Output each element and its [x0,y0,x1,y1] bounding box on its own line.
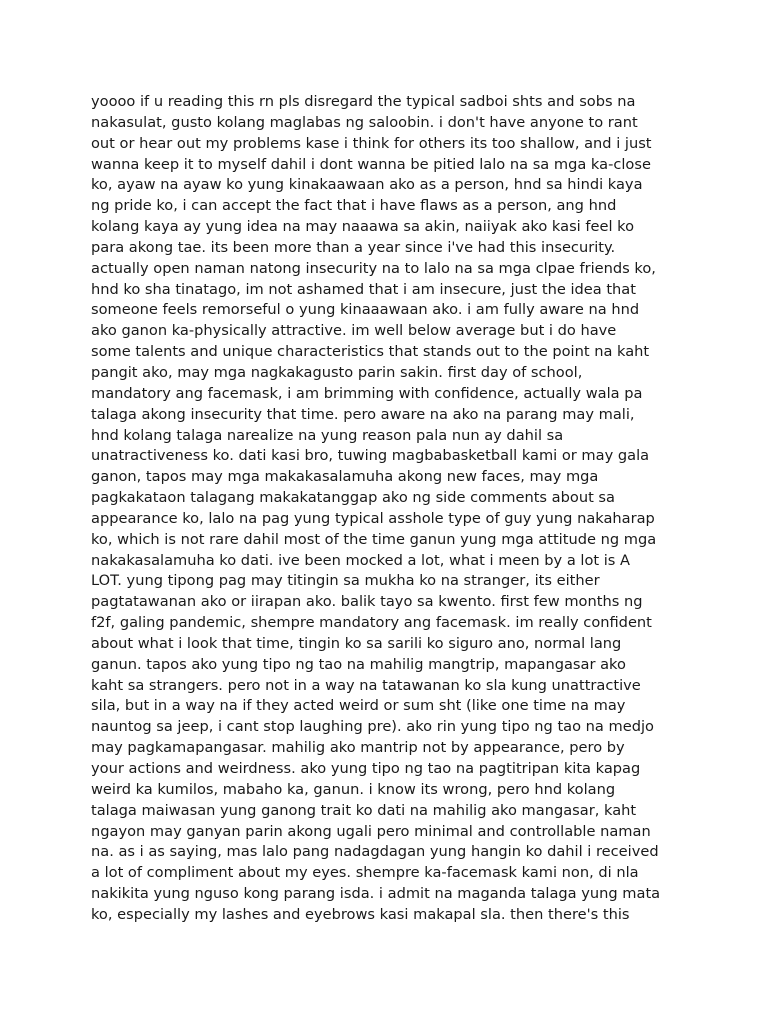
text-line: weird ka kumilos, mabaho ka, ganun. i know its wrong, pero hnd kolang [91,780,616,798]
text-line: nakakasalamuha ko dati. ive been mocked a lot, what i meen by a lot is A [91,551,631,569]
text-line: sila, but in a way na if they acted weird or sum sht (like one time na may [91,697,626,715]
text-line: ganun. tapos ako yung tipo ng tao na mahilig mangtrip, mapangasar ako [91,655,626,673]
text-line: someone feels remorseful o yung kinaaawaan ako. i am fully aware na hnd [91,301,640,319]
text-line: actually open naman natong insecurity na to lalo na sa mga clpae friends ko, [91,259,656,277]
text-line: about what i look that time, tingin ko sa sarili ko siguro ano, normal lang [91,634,622,652]
text-line: out or hear out my problems kase i think for others its too shallow, and i just [91,134,652,152]
text-line: nakikita yung nguso kong parang isda. i admit na maganda talaga yung mata [91,885,661,903]
text-line: wanna keep it to myself dahil i dont wanna be pitied lalo na sa mga ka-close [91,155,651,173]
text-line: pagtatawanan ako or iirapan ako. balik tayo sa kwento. first few months ng [91,593,643,611]
text-line: yoooo if u reading this rn pls disregard the typical sadboi shts and sobs na [91,93,636,110]
text-line: ko, especially my lashes and eyebrows kasi makapal sla. then there's this [91,905,630,923]
document-body-text [91,92,691,926]
text-line: talaga akong insecurity that time. pero aware na ako na parang may mali, [91,405,635,423]
text-line: may pagkamapangasar. mahilig ako mantrip not by appearance, pero by [91,739,625,757]
text-line: kolang kaya ay yung idea na may naaawa sa akin, naiiyak ako kasi feel ko [91,218,635,236]
text-line: nakasulat, gusto kolang maglabas ng saloobin. i don't have anyone to rant [91,113,638,131]
text-line: f2f, galing pandemic, shempre mandatory ang facemask. im really confident [91,614,652,632]
text-line: ko, ayaw na ayaw ko yung kinakaawaan ako as a person, hnd sa hindi kaya [91,176,643,194]
text-line: LOT. yung tipong pag may titingin sa mukha ko na stranger, its either [91,572,600,590]
text-line: some talents and unique characteristics that stands out to the point na kaht [91,343,650,361]
text-line: mandatory ang facemask, i am brimming with confidence, actually wala pa [91,384,643,402]
text-line: para akong tae. its been more than a year since i've had this insecurity. [91,238,616,256]
text-line: hnd ko sha tinatago, im not ashamed that i am insecure, just the idea that [91,280,636,298]
text-line: hnd kolang talaga narealize na yung reason pala nun ay dahil sa [91,426,564,444]
text-line: pangit ako, may mga nagkakagusto parin sakin. first day of school, [91,363,583,381]
text-line: ngayon may ganyan parin akong ugali pero minimal and controllable naman [91,822,651,840]
text-line: ganon, tapos may mga makakasalamuha akong new faces, may mga [91,468,599,486]
text-line: ng pride ko, i can accept the fact that i have flaws as a person, ang hnd [91,197,617,215]
text-line: unatractiveness ko. dati kasi bro, tuwing magbabasketball kami or may gala [91,447,650,465]
text-line: pagkakataon talagang makakatanggap ako ng side comments about sa [91,489,615,507]
text-line: appearance ko, lalo na pag yung typical asshole type of guy yung nakaharap [91,509,655,527]
text-line: your actions and weirdness. ako yung tipo ng tao na pagtitripan kita kapag [91,760,641,777]
text-line: nauntog sa jeep, i cant stop laughing pre). ako rin yung tipo ng tao na medjo [91,718,654,736]
text-line: talaga maiwasan yung ganong trait ko dati na mahilig ako mangasar, kaht [91,801,637,819]
text-line: ako ganon ka-physically attractive. im well below average but i do have [91,322,617,340]
text-line: ko, which is not rare dahil most of the time ganun yung mga attitude ng mga [91,530,657,548]
text-line: a lot of compliment about my eyes. shempre ka-facemask kami non, di nla [91,864,639,882]
text-line: na. as i as saying, mas lalo pang nadagdagan yung hangin ko dahil i received [91,843,659,861]
text-line: kaht sa strangers. pero not in a way na tatawanan ko sla kung unattractive [91,676,641,694]
